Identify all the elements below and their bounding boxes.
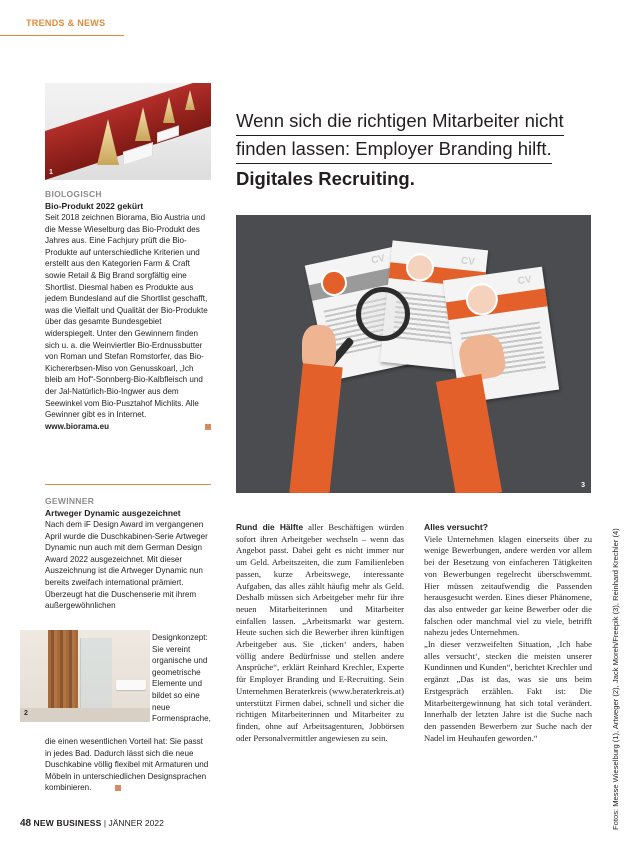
article-column-1	[236, 522, 404, 744]
design-article	[45, 496, 211, 612]
footer-separator: |	[103, 818, 107, 828]
lead-in: Rund die Hälfte	[236, 522, 304, 532]
award-trophies-photo	[45, 83, 211, 180]
left-arm	[289, 363, 342, 493]
end-square	[115, 785, 121, 791]
design-paragraph-side: Designkonzept: Sie vereint organische und geometrische Elemente und bildet so eine neue Formensprache,	[152, 633, 211, 724]
photo-number: 3	[581, 482, 585, 489]
design-side-text	[152, 632, 210, 725]
photo-number: 1	[49, 169, 53, 176]
magnifier-icon	[356, 287, 410, 341]
photo-credit	[601, 478, 620, 830]
bio-kicker: BIOLOGISCH	[45, 189, 102, 199]
issue-date: JÄNNER 2022	[108, 818, 164, 828]
section-tag	[0, 14, 124, 36]
column-2-body-1: Viele Unternehmen klagen einerseits über zu wenige Bewerbungen, andere werden vor allem bei der Besetzung von einfacheren Tätigkeiten von Bewerbungen regelrecht überschwemmt. Hier müssen zeitaufwendig die Passenden herausgesucht werden. Eines dieser Phänomene, das also entweder gar keine Bewerber oder die falschen oder manchmal viel zu viele, betrifft nahezu jedes Unternehmen.	[424, 533, 592, 638]
bio-headline: Bio-Produkt 2022 gekürt	[45, 201, 144, 211]
publication-name: NEW BUSINESS	[33, 818, 102, 828]
page-number: 48	[20, 818, 32, 829]
bio-article	[45, 189, 211, 432]
design-body-bottom: die einen wesentlichen Vorteil hat: Sie passt in jedes Bad. Dadurch lässt sich die neue Duschkabine völlig flexibel mit Armaturen und Möbeln in unterschiedlichen Designsprachen kombinieren.	[45, 737, 209, 793]
cv-label: CV	[460, 255, 476, 268]
design-bottom-text	[45, 736, 211, 794]
section-tag-label: TRENDS & NEWS	[26, 18, 106, 28]
bio-link[interactable]: www.biorama.eu	[45, 421, 110, 431]
photo-number: 2	[24, 710, 28, 717]
recruiting-illustration	[236, 215, 591, 493]
page-footer	[20, 818, 164, 829]
design-kicker: GEWINNER	[45, 496, 95, 506]
column-2-subhead: Alles versucht?	[424, 522, 488, 532]
shower-cabin-photo	[20, 630, 150, 722]
column-1-body: aller Beschäftigen würden sofort ihren Arbeitgeber wechseln – wenn das Angebot passt. Dabei geht es nicht immer nur um Geld. Arbeitszeiten, die zum Familienleben passen, kurze Arbeitswege, interessante Aufgaben, das alles zählt häufig mehr als Geld. Deshalb müssen sich Arbeitgeber mehr für ihre neuen Mitarbeiterinnen und Mitarbeiter einfallen lassen. „Arbeitsmarkt war gestern. Heute suchen sich die Bewerber ihren künftigen Arbeitgeber aus. Sie ‚ticken‘ anders, haben völlig andere Bedürfnisse und stellen andere Ansprüche“, erklärt Reinhard Krechler, Experte für Employer Branding und E-Recruiting. Sein Unternehmen Beraterkreis (www.beraterkreis.at) unterstützt Firmen dabei, schnell und sicher die richtigen Mitarbeiterinnen und Mitarbeiter zu finden, ohne auf Arbeitsagenturen, Jobbörsen oder Personalvermittler angewiesen zu sein.	[236, 522, 404, 743]
article-headline	[236, 108, 596, 192]
section-divider	[45, 484, 211, 485]
design-paragraph-bottom	[45, 736, 211, 794]
bio-paragraph	[45, 212, 211, 432]
photo-credit-text: Fotos: Messe Wieselburg (1), Artweger (2), Jack Moreh/Freepik (3), Reinhard Krechler (4)	[611, 528, 620, 830]
cv-label: CV	[370, 252, 387, 267]
article-column-2	[424, 522, 592, 744]
design-paragraph-top: Nach dem iF Design Award im vergangenen April wurde die Duschkabinen-Serie Artweger Dynamic nun auch mit dem German Design Award 2022 ausgezeichnet. Mit dieser Auszeichnung ist die Artweger Dynamic nun bereits zweifach international prämiert. Überzeugt hat die Duschenserie mit ihrem außergewöhnlichen	[45, 520, 208, 611]
washbasin	[116, 680, 146, 690]
bio-body: Seit 2018 zeichnen Biorama, Bio Austria und die Messe Wieselburg das Bio-Produkt des Jahres aus. Eine Fachjury prüft die Bio-Produkte auf unterschiedliche Kriterien und erstellt aus den Kategorien Farm & Craft sowie Retail & Big Brand sorgfältig eine Shortlist. Diesmal haben es Produkte aus jedem Bundesland auf die Shortlist geschafft, was die Vielfalt und Qualität der Bio-Produkte über das gesamte Bundesgebiet widerspiegelt. Unter den Gewinnern finden sich u. a. die Weinviertler Bio-Erdnussbutter von Roman und Stefan Romstorfer, das Bio-Kichererbsen-Miso von Genusskoarl, „Ich bleib am Hof“-Sonnberg-Bio-Kalbfleisch und der Jal-Natürlich-Bio-Ingwer aus dem Seewinkel vom Bio-Pusztahof Michlits. Alle Gewinner gibt es in Internet.	[45, 213, 208, 420]
column-2-body-2: „In dieser verzweifelten Situation, ‚Ich habe alles versucht‘, stecken die meisten unserer Kundinnen und Kunden“, berichtet Krechler und ergänzt „Das ist das, was sie uns beim Erstgespräch erzählen. Fakt ist: Die Mitarbeitergewinnung hat sich total verändert. Innerhalb der letzten Jahre ist die Suche nach den passenden Bewerbern zur Suche nach der Nadel im Heuhaufen geworden.“	[424, 639, 593, 743]
headline-bold: Digitales Recruiting.	[236, 168, 415, 189]
floor	[20, 708, 150, 722]
design-headline: Artweger Dynamic ausgezeichnet	[45, 508, 181, 518]
headline-line-2: finden lassen: Employer Branding hilft.	[236, 136, 552, 164]
red-table	[45, 83, 211, 180]
end-square	[205, 424, 211, 430]
headline-line-1: Wenn sich die richtigen Mitarbeiter nicht	[236, 108, 564, 136]
cv-label: CV	[517, 274, 533, 288]
